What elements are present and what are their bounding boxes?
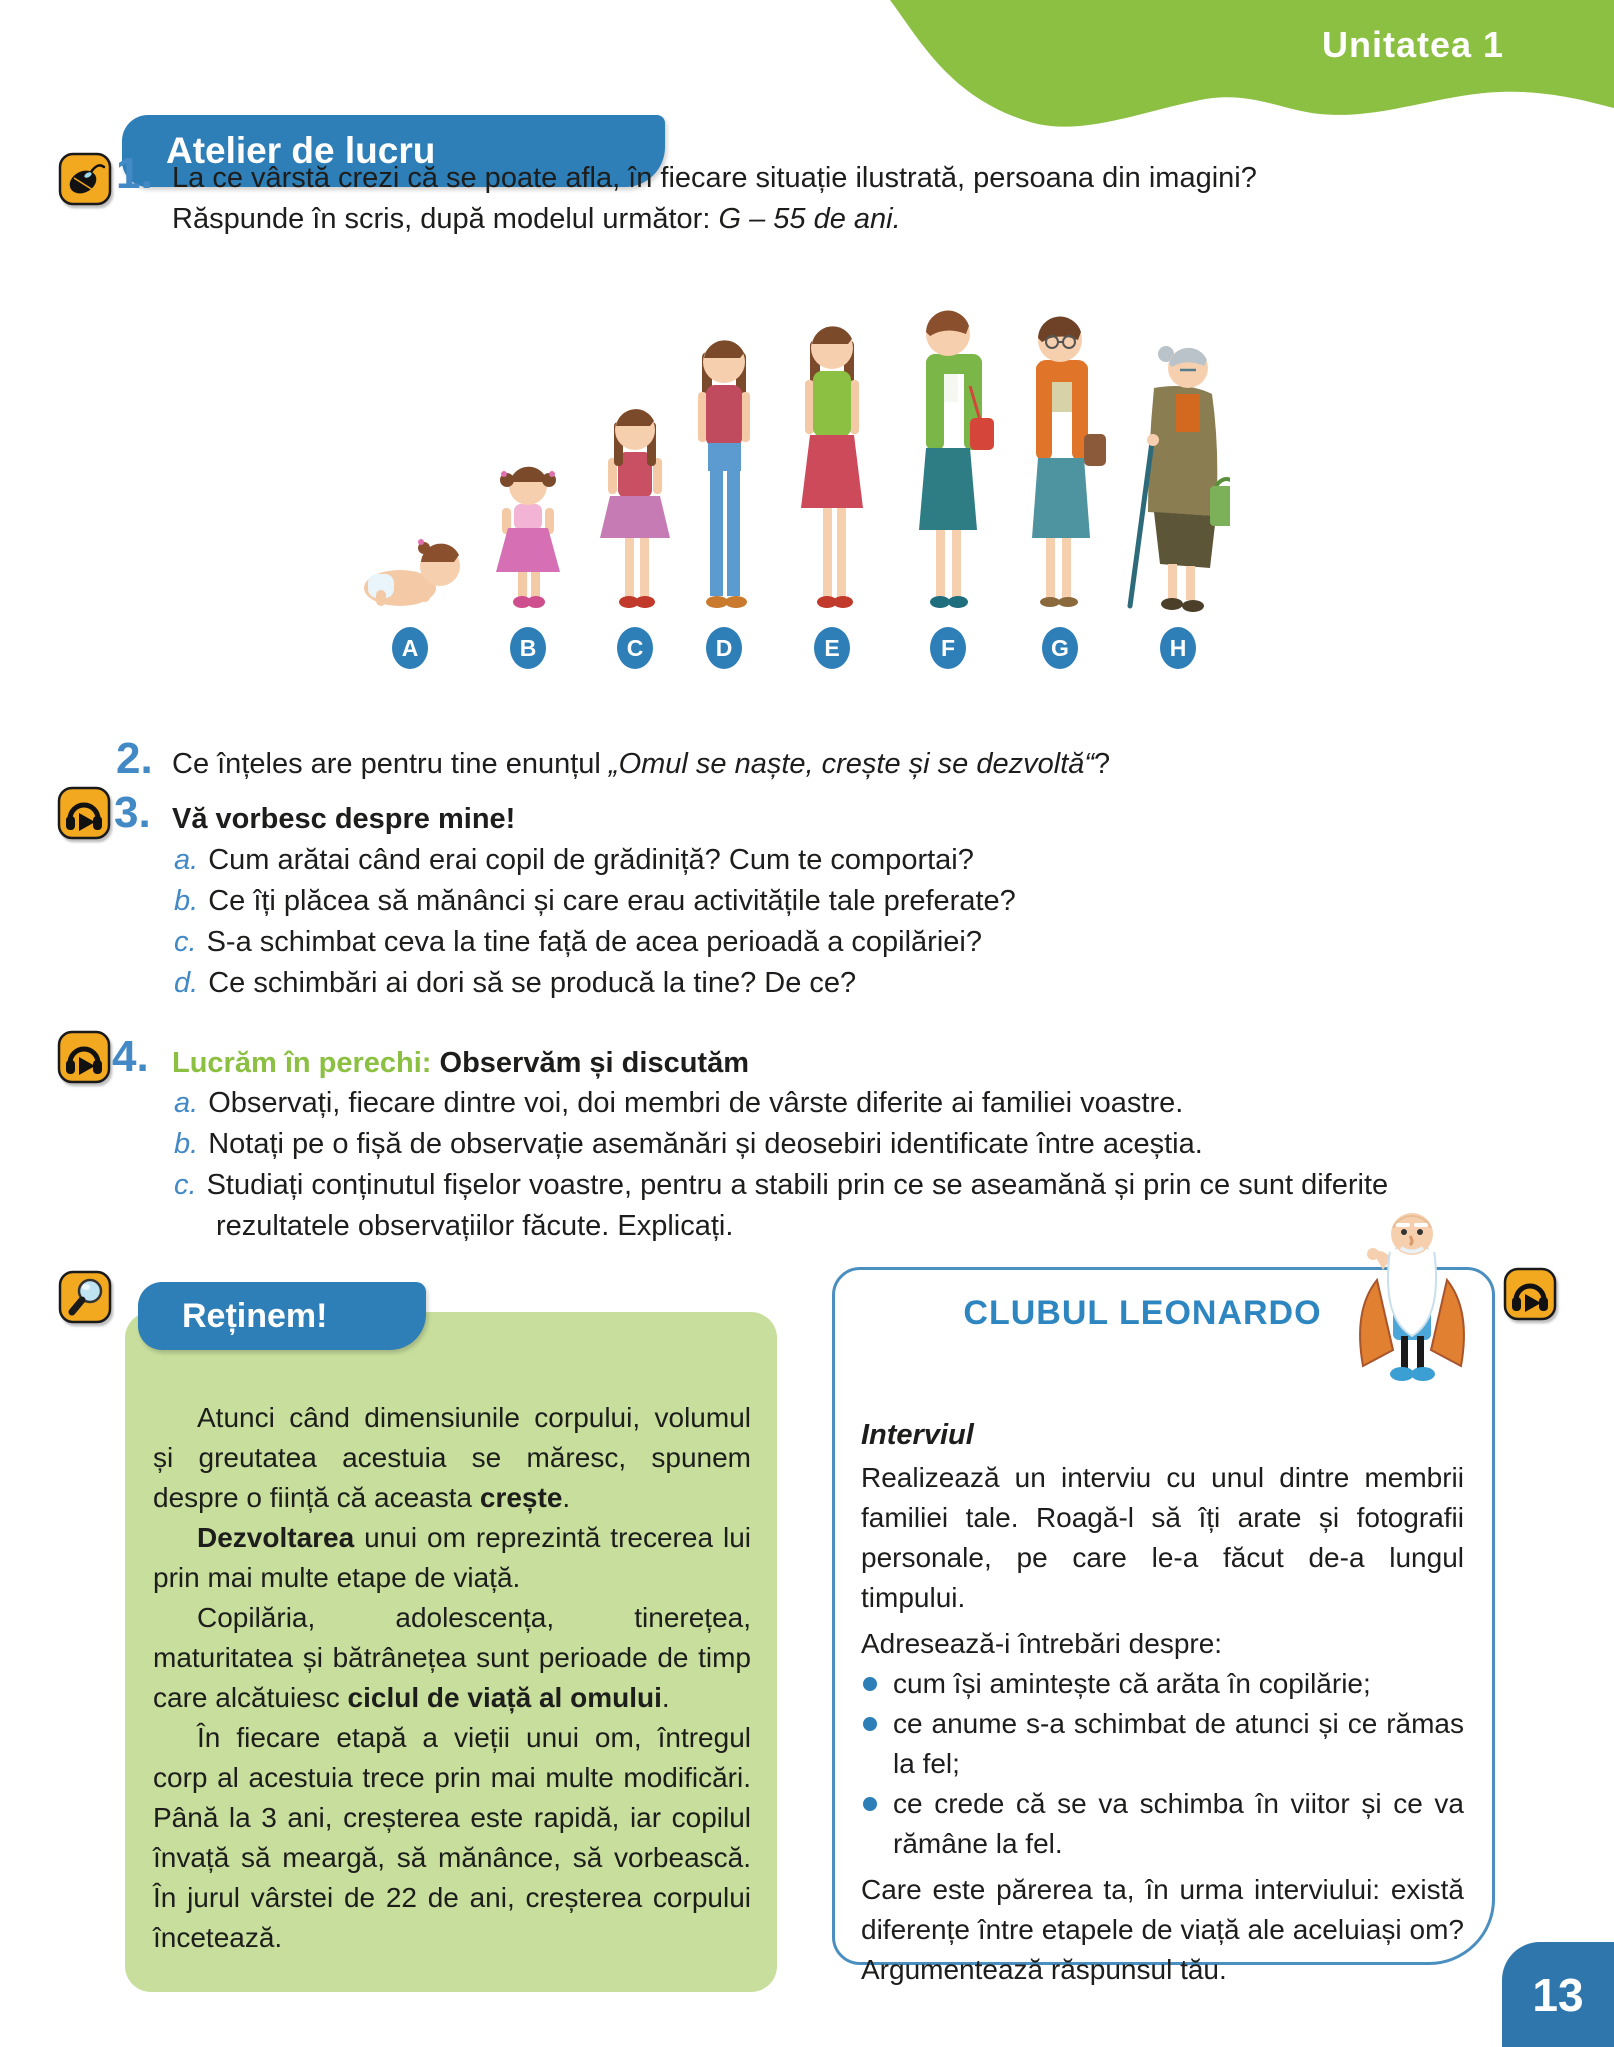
retinem-paragraph: În fiecare etapă a vieții unui om, întregul corp al acestuia trece prin mai multe modificări. Până la 3 ani, creșterea este rapidă, iar copilul învață să meargă, să mănânce, să vorbească. În jurul vârstei de 22 de ani, creșterea corpului încetează. (153, 1722, 751, 1953)
figure-label-c: C (617, 627, 653, 669)
club-title: CLUBUL LEONARDO (963, 1294, 1322, 1332)
exercise-3-heading: Vă vorbesc despre mine! (172, 803, 516, 835)
club-paragraph: Realizează un interviu cu unul dintre membrii familiei tale. Roagă-l să îți arate și fotografii personale, pe care le-a făcut de-a lungul timpului. (861, 1462, 1464, 1613)
figure-toddler (496, 467, 560, 608)
figure-mature-woman (1032, 317, 1106, 607)
list-item: d. Ce schimbări ai dori să se producă la tine? De ce? (174, 967, 857, 999)
exercise-1-line2: Răspunde în scris, după modelul următor: G – 55 de ani. (172, 203, 901, 235)
figure-label-d: D (706, 627, 742, 669)
retinem-tab: Reținem! (138, 1282, 426, 1350)
list-item: b. Notați pe o fișă de observație asemănări și deosebiri identificate între aceștia. (174, 1128, 1203, 1160)
retinem-paragraph: Copilăria, adolescența, tinerețea, maturitatea și bătrânețea sunt perioade de timp care alcătuiesc ciclul de viață al omului. (153, 1602, 751, 1713)
figure-label-h: H (1160, 627, 1196, 669)
figure-teen (698, 340, 750, 608)
leonardo-mascot (1335, 1198, 1490, 1393)
life-stages-illustration (280, 290, 1230, 622)
section-banner: Atelier de lucru (122, 115, 665, 187)
list-item: c. S-a schimbat ceva la tine față de acea perioadă a copilăriei? (174, 926, 982, 958)
header-wave-shape (640, 0, 1614, 150)
retinem-paragraph: Dezvoltarea unui om reprezintă trecerea lui prin mai multe etape de viață. (153, 1522, 751, 1593)
exercise-4-items (174, 1083, 1474, 1247)
figure-label-g: G (1042, 627, 1078, 669)
headphones-icon (1503, 1267, 1557, 1326)
club-bullet: cum își amintește că arăta în copilărie; (861, 1664, 1464, 1704)
figure-label-a: A (392, 627, 428, 669)
exercise-1-text (172, 158, 1262, 240)
list-item: a. Cum arătai când erai copil de grădiniță? Cum te comportai? (174, 844, 974, 876)
figure-girl (600, 409, 670, 608)
exercise-4-number: 4. (112, 1032, 149, 1081)
page-number-badge: 13 (1502, 1942, 1614, 2047)
exercise-2-text: Ce înțeles are pentru tine enunțul „Omul se naște, crește și se dezvoltă“? (172, 748, 1111, 780)
figure-label-b: B (510, 627, 546, 669)
unit-badge: Unitatea 1 (1322, 24, 1505, 65)
figure-label-e: E (814, 627, 850, 669)
list-item: a. Observați, fiecare dintre voi, doi membri de vârste diferite ai familiei voastre. (174, 1087, 1184, 1119)
figure-young-woman (801, 326, 863, 608)
club-paragraph: Care este părerea ta, în urma interviului: există diferențe între etapele de viață ale aceluiași om? Argumentează răspunsul tău. (861, 1874, 1464, 1985)
exercise-1-number: 1. (116, 149, 153, 198)
headphones-icon (57, 1030, 111, 1089)
figure-elderly-woman (1130, 346, 1230, 612)
exercise-2-number: 2. (116, 734, 153, 783)
retinem-box (125, 1312, 777, 1992)
list-item: b. Ce îți plăcea să mănânci și care erau activitățile tale preferate? (174, 885, 1016, 917)
mouse-icon (58, 152, 112, 211)
retinem-paragraph: Atunci când dimensiunile corpului, volumul și greutatea acestuia se măresc, spunem despre o ființă că aceasta crește. (153, 1402, 751, 1513)
exercise-3-items (174, 840, 1334, 1004)
exercise-2-quote: „Omul se naște, crește și se dezvoltă“ (608, 748, 1095, 780)
magnifier-icon (58, 1270, 112, 1329)
figure-adult-woman (919, 311, 994, 608)
list-item: c. Studiați conținutul fișelor voastre, pentru a stabili prin ce se aseamănă și prin ce sunt diferite rezultatele observațiilor făcute. Explicați. (174, 1169, 1389, 1242)
headphones-icon (57, 786, 111, 845)
figure-baby (364, 539, 460, 606)
exercise-3-number: 3. (114, 788, 151, 837)
exercise-1-line1: La ce vârstă crezi că se poate afla, în fiecare situație ilustrată, persoana din imagini? (172, 162, 1257, 194)
club-bullet: ce crede că se va schimba în viitor și ce va rămâne la fel. (861, 1784, 1464, 1864)
exercise-4-heading-bold: Observăm și discutăm (439, 1047, 749, 1079)
figure-label-f: F (930, 627, 966, 669)
club-paragraph: Adresează-i întrebări despre: (861, 1628, 1223, 1659)
exercise-4-heading-green: Lucrăm în perechi: (172, 1047, 440, 1079)
exercise-4-heading (172, 1043, 749, 1084)
exercise-1-model: G – 55 de ani. (718, 203, 901, 235)
club-bullet: ce anume s-a schimbat de atunci și ce rămas la fel; (861, 1704, 1464, 1784)
club-subtitle: Interviul (861, 1419, 974, 1451)
